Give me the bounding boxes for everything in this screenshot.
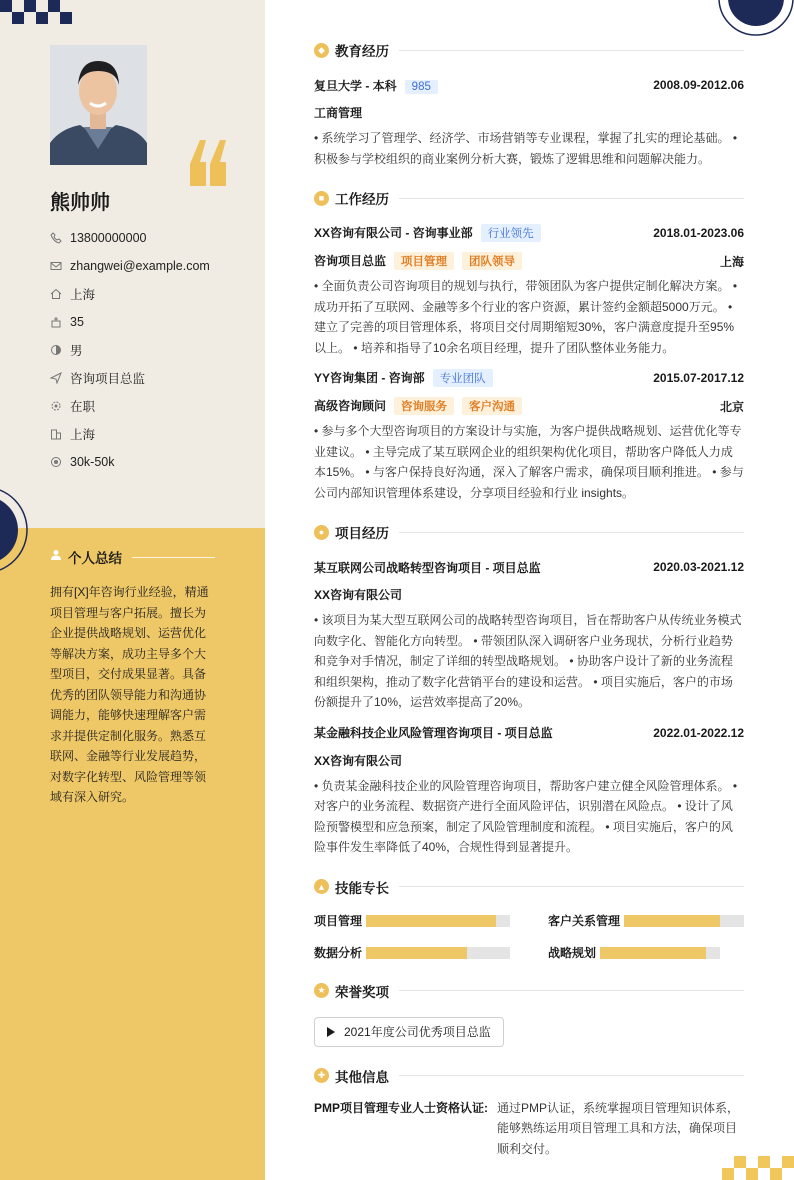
work-company: YY咨询集团 - 咨询部 bbox=[314, 371, 425, 385]
school-tag: 985 bbox=[405, 80, 438, 94]
gender-value: 男 bbox=[70, 344, 83, 358]
skill-bar bbox=[624, 915, 744, 927]
ring-decoration-top bbox=[716, 0, 794, 38]
education-header bbox=[314, 40, 744, 60]
info-item-email bbox=[50, 252, 210, 280]
avatar bbox=[50, 45, 147, 165]
skill-label: 项目管理 bbox=[314, 914, 363, 928]
section-divider bbox=[399, 198, 744, 199]
quote-icon bbox=[188, 138, 228, 186]
age-value: 35 bbox=[70, 315, 84, 329]
skills-title: 技能专长 bbox=[335, 880, 389, 896]
education-period: 2008.09-2012.06 bbox=[653, 78, 744, 92]
play-icon bbox=[327, 1027, 335, 1037]
info-item-phone bbox=[50, 224, 210, 252]
project-org: XX咨询有限公司 bbox=[314, 588, 403, 602]
work-city: 北京 bbox=[719, 399, 744, 414]
education-major: 工商管理 bbox=[314, 106, 363, 120]
email-value: zhangwei@example.com bbox=[70, 259, 210, 273]
profile-name: 熊帅帅 bbox=[50, 192, 110, 214]
section-divider bbox=[399, 886, 744, 887]
section-divider bbox=[399, 990, 744, 991]
work-skill-tag: 团队领导 bbox=[462, 252, 522, 270]
contact-info-list bbox=[50, 224, 210, 476]
work-desc: • 全面负责公司咨询项目的规划与执行，带领团队为客户提供定制化解决方案。 • 成功开拓了互联网、金融等多个行业的客户资源，累计签约金额超5000万元。 • 建立了完善的项目管理体系，将项目交付周期缩短30%，客户满意度提升至95%以上。 • 培养和指导了10余名项目经理，提升了团队整体业务能力。 bbox=[314, 279, 738, 355]
salary-value: 30k-50k bbox=[70, 455, 115, 469]
work-item bbox=[314, 369, 744, 503]
education-row bbox=[314, 76, 744, 94]
work-item bbox=[314, 224, 744, 358]
education-desc: • 系统学习了管理学、经济学、市场营销等专业课程，掌握了扎实的理论基础。 • 积极参与学校组织的商业案例分析大赛，锻炼了逻辑思维和问题解决能力。 bbox=[314, 131, 738, 166]
skill-item bbox=[314, 912, 510, 930]
work-period: 2015.07-2017.12 bbox=[653, 371, 744, 385]
school-name: 复旦大学 - 本科 bbox=[314, 78, 397, 93]
briefcase-icon: ■ bbox=[314, 191, 329, 206]
skill-label: 客户关系管理 bbox=[548, 914, 621, 928]
age-icon bbox=[50, 316, 62, 328]
award-item[interactable] bbox=[314, 1017, 504, 1047]
skills-grid bbox=[314, 912, 744, 962]
info-item-age bbox=[50, 308, 210, 336]
work-desc: • 参与多个大型咨询项目的方案设计与实施，为客户提供战略规划、运营优化等专业建议。 • 主导完成了某互联网企业的组织架构优化项目，帮助客户降低人力成本15%。 • 与客户保持良好沟通，深入了解客户需求，确保项目顺利推进。 • 参与公司内部知识管理体系建设，分享项目经验和行业 insights。 bbox=[314, 424, 744, 500]
skills-header bbox=[314, 877, 744, 897]
work-company: XX咨询有限公司 - 咨询事业部 bbox=[314, 226, 473, 240]
info-item-salary bbox=[50, 448, 210, 476]
mail-icon bbox=[50, 260, 62, 272]
summary-divider bbox=[132, 557, 215, 558]
work-tag: 专业团队 bbox=[433, 369, 493, 387]
skill-label: 数据分析 bbox=[314, 946, 363, 960]
work-role: 咨询项目总监 bbox=[314, 254, 387, 268]
other-item bbox=[314, 1098, 744, 1160]
awards-title: 荣誉奖项 bbox=[335, 984, 389, 1000]
work-skill-tag: 咨询服务 bbox=[394, 397, 454, 415]
project-org: XX咨询有限公司 bbox=[314, 753, 403, 768]
phone-value: 13800000000 bbox=[70, 231, 147, 245]
skill-bar bbox=[600, 947, 720, 959]
home-icon bbox=[50, 288, 62, 300]
info-item-status bbox=[50, 392, 210, 420]
info-item-gender bbox=[50, 336, 210, 364]
other-key: PMP项目管理专业人士资格认证: bbox=[314, 1100, 489, 1115]
skill-bar-fill bbox=[366, 947, 467, 959]
projects-header bbox=[314, 522, 744, 542]
summary-text: 拥有[X]年咨询行业经验，精通项目管理与客户拓展。擅长为企业提供战略规划、运营优化等解决方案，成功主导多个大型项目，交付成果显著。具备优秀的团队领导能力和沟通协调能力，能够快速理解客户需求并提供定制化服务。熟悉互联网、金融等行业发展趋势，对数字化转型、风险管理等领域有深入研究。 bbox=[50, 585, 209, 804]
project-item bbox=[314, 558, 744, 713]
work-tag: 行业领先 bbox=[481, 224, 541, 242]
gender-icon bbox=[50, 344, 62, 356]
person-icon bbox=[50, 548, 62, 566]
position-icon bbox=[50, 372, 62, 384]
project-name: 某互联网公司战略转型咨询项目 - 项目总监 bbox=[314, 560, 541, 575]
skill-bar bbox=[366, 947, 510, 959]
education-title: 教育经历 bbox=[335, 44, 389, 59]
info-item-home bbox=[50, 280, 210, 308]
project-period: 2020.03-2021.12 bbox=[653, 560, 744, 574]
salary-icon bbox=[50, 456, 62, 468]
projects-title: 项目经历 bbox=[335, 526, 389, 541]
other-title: 其他信息 bbox=[335, 1069, 389, 1085]
sidebar bbox=[0, 0, 265, 1180]
work-title: 工作经历 bbox=[335, 192, 389, 207]
project-desc: • 该项目为某大型互联网公司的战略转型咨询项目，旨在帮助客户从传统业务模式向数字化、智能化方向转型。 • 带领团队深入调研客户业务现状，分析行业趋势和竞争对手情况，制定了详细的转型战略规划。 • 协助客户设计了新的业务流程和组织架构，推动了数字化营销平台的建设和运营。 • 项目实施后，客户的市场份额提升了10%，运营效率提高了20%。 bbox=[314, 613, 742, 709]
ring-decoration bbox=[0, 486, 46, 574]
other-header bbox=[314, 1066, 744, 1086]
awards-header bbox=[314, 981, 744, 1001]
summary-header bbox=[50, 547, 215, 567]
section-divider bbox=[399, 50, 744, 51]
skill-bar-fill bbox=[624, 915, 720, 927]
skill-label: 战略规划 bbox=[548, 946, 597, 960]
award-label: 2021年度公司优秀项目总监 bbox=[344, 1025, 491, 1039]
work-header bbox=[314, 188, 744, 208]
main-content bbox=[314, 40, 744, 1159]
info-item-city bbox=[50, 420, 210, 448]
section-divider bbox=[399, 1075, 744, 1076]
status-icon bbox=[50, 400, 62, 412]
checker-decoration bbox=[0, 0, 76, 24]
city-icon bbox=[50, 428, 62, 440]
info-icon: ✚ bbox=[314, 1068, 329, 1083]
position-value: 咨询项目总监 bbox=[70, 372, 146, 386]
work-skill-tag: 项目管理 bbox=[394, 252, 454, 270]
work-role: 高级咨询顾问 bbox=[314, 399, 387, 413]
info-item-position bbox=[50, 364, 210, 392]
project-desc: • 负责某金融科技企业的风险管理咨询项目，帮助客户建立健全风险管理体系。 • 对客户的业务流程、数据资产进行全面风险评估，识别潜在风险点。 • 设计了风险预警模型和应急预案，制定了风险管理制度和流程。 • 项目实施后，客户的风险事件发生率降低了40%，合规性得到显著提升。 bbox=[314, 778, 738, 854]
education-icon: ◆ bbox=[314, 43, 329, 58]
work-skill-tag: 客户沟通 bbox=[462, 397, 522, 415]
project-item bbox=[314, 724, 744, 858]
skill-bar bbox=[366, 915, 510, 927]
phone-icon bbox=[50, 232, 62, 244]
work-city: 上海 bbox=[719, 254, 744, 269]
skill-bar-fill bbox=[366, 915, 496, 927]
trophy-icon: ★ bbox=[314, 983, 329, 998]
skill-item bbox=[548, 912, 744, 930]
skill-bar-fill bbox=[600, 947, 706, 959]
work-period: 2018.01-2023.06 bbox=[653, 226, 744, 240]
home-value: 上海 bbox=[70, 288, 96, 302]
summary-title: 个人总结 bbox=[68, 551, 122, 566]
skill-item bbox=[314, 944, 510, 962]
city-value: 上海 bbox=[70, 428, 96, 442]
project-name: 某金融科技企业风险管理咨询项目 - 项目总监 bbox=[314, 726, 553, 740]
status-value: 在职 bbox=[70, 400, 96, 414]
skills-icon: ▲ bbox=[314, 879, 329, 894]
skill-item bbox=[548, 944, 720, 962]
project-period: 2022.01-2022.12 bbox=[653, 725, 744, 740]
section-divider bbox=[399, 532, 744, 533]
other-value: 通过PMP认证，系统掌握项目管理知识体系，能够熟练运用项目管理工具和方法，确保项目顺利交付。 bbox=[497, 1100, 740, 1156]
project-icon: ● bbox=[314, 525, 329, 540]
